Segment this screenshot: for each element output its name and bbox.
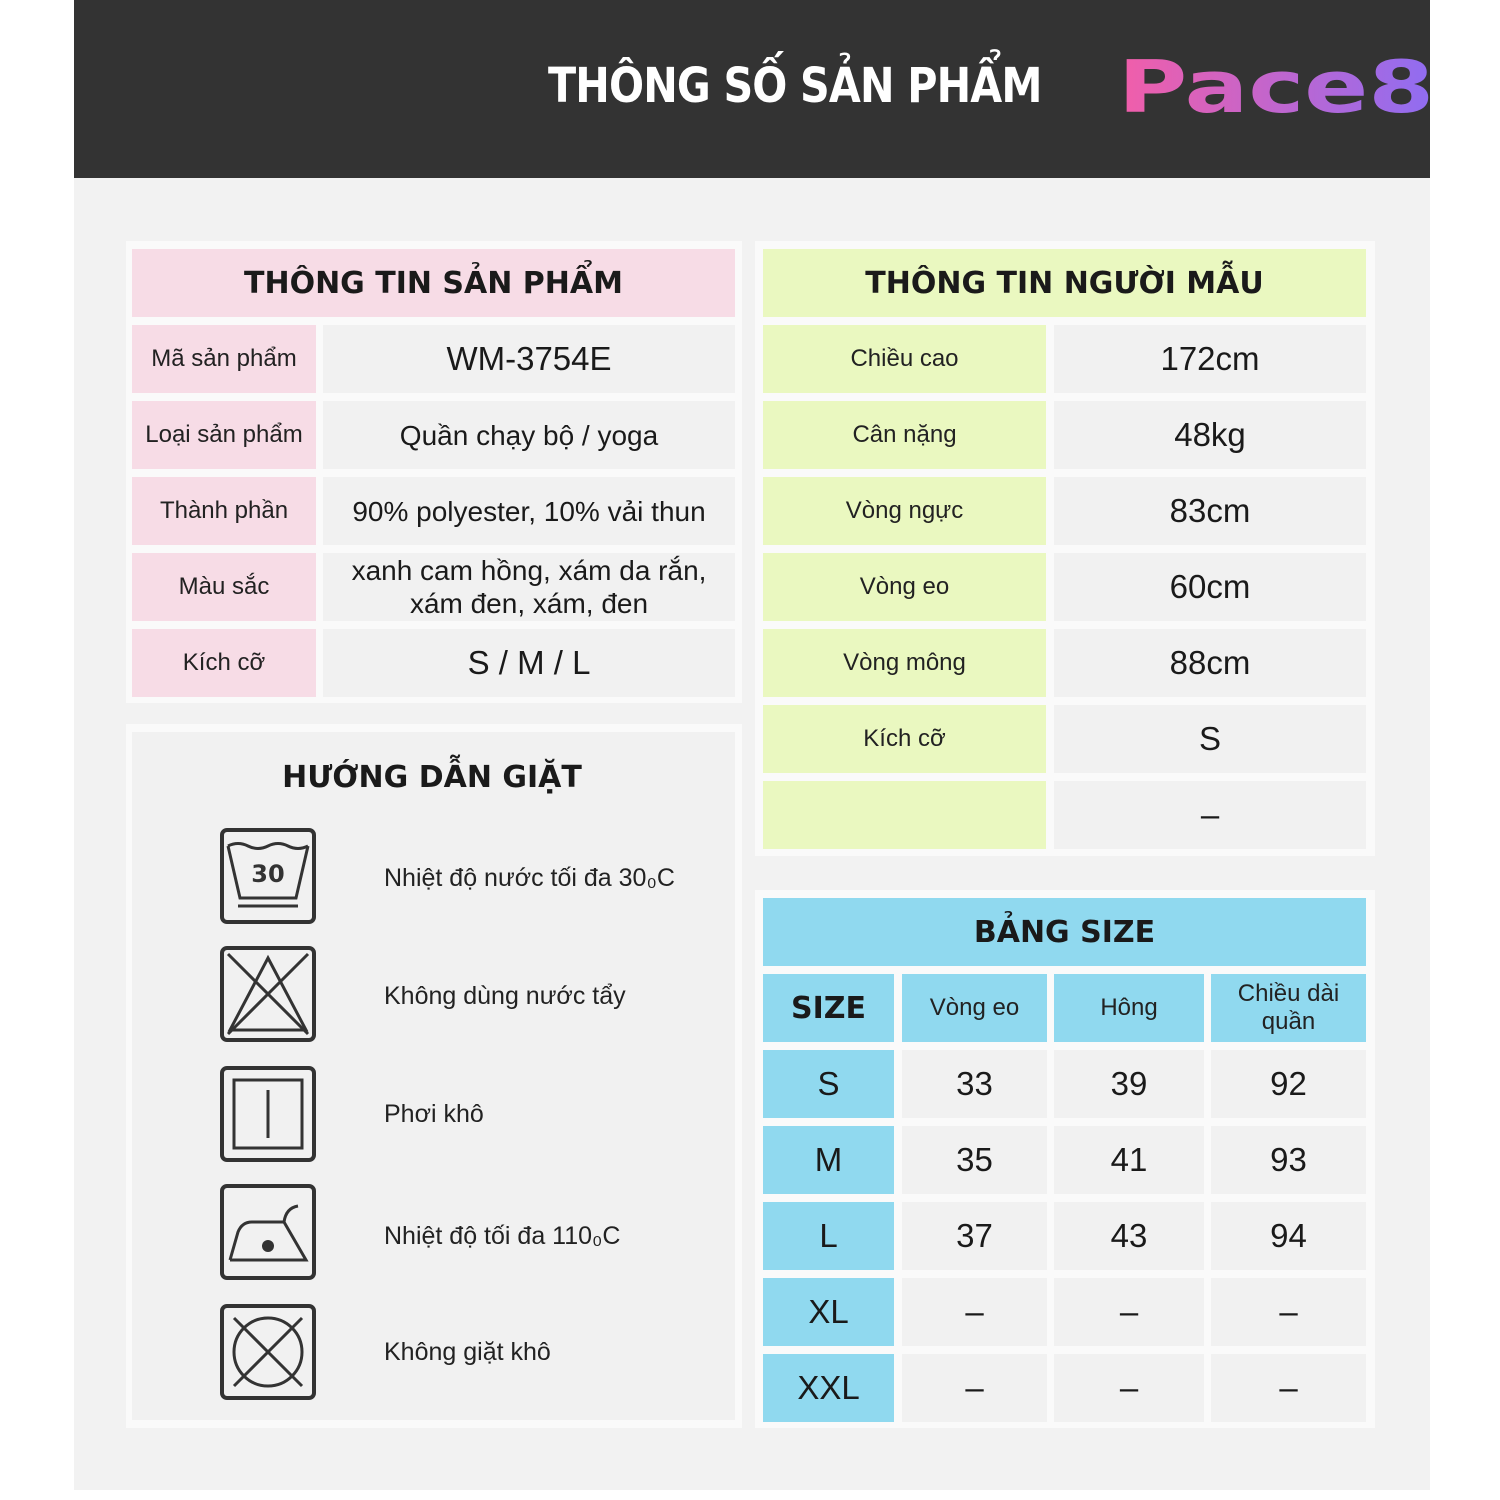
size-cell-waist: 35 [902,1126,1047,1194]
size-cell-hip: 39 [1054,1050,1204,1118]
product-label-type: Loại sản phẩm [132,401,316,469]
model-label-hip: Vòng mông [763,629,1046,697]
size-header-size: SIZE [763,974,894,1042]
size-header-hip: Hông [1054,974,1204,1042]
product-value-size: S / M / L [323,629,735,697]
product-info-title: THÔNG TIN SẢN PHẨM [132,249,735,317]
size-cell-waist: – [902,1278,1047,1346]
size-cell-length: 94 [1211,1202,1366,1270]
size-cell-length: 93 [1211,1126,1366,1194]
size-header-length-line2: quần [1261,1008,1316,1035]
model-info-title: THÔNG TIN NGƯỜI MẪU [763,249,1366,317]
model-value-weight: 48kg [1054,401,1366,469]
brand-logo [1118,48,1438,128]
model-value-waist: 60cm [1054,553,1366,621]
size-table-title: BẢNG SIZE [763,898,1366,966]
size-cell-length: – [1211,1354,1366,1422]
size-cell-hip: – [1054,1278,1204,1346]
model-value-chest: 83cm [1054,477,1366,545]
wash-text-iron: Nhiệt độ tối đa 110₀C [384,1222,621,1250]
no-bleach-icon [218,944,318,1044]
line-dry-icon [218,1064,318,1164]
product-value-material: 90% polyester, 10% vải thun [323,477,735,545]
no-dry-clean-icon [218,1302,318,1402]
product-value-color-line2: xám đen, xám, đen [409,588,649,619]
size-cell-length: – [1211,1278,1366,1346]
size-cell-hip: 41 [1054,1126,1204,1194]
iron-icon [218,1182,318,1282]
size-header-length [1211,974,1366,1042]
size-cell-waist: 33 [902,1050,1047,1118]
product-value-color [323,553,735,621]
size-cell-size: S [763,1050,894,1118]
logo-text: Pace8 [1118,48,1434,128]
product-value-code: WM-3754E [323,325,735,393]
product-label-material: Thành phần [132,477,316,545]
product-label-size: Kích cỡ [132,629,316,697]
size-header-length-line1: Chiều dài [1237,980,1340,1007]
size-cell-size: L [763,1202,894,1270]
model-label-chest: Vòng ngực [763,477,1046,545]
size-header-waist: Vòng eo [902,974,1047,1042]
model-label-size: Kích cỡ [763,705,1046,773]
model-label-height: Chiều cao [763,325,1046,393]
wash-30-icon [218,826,318,926]
model-value-height: 172cm [1054,325,1366,393]
size-cell-waist: 37 [902,1202,1047,1270]
model-label-empty [763,781,1046,849]
size-cell-size: XL [763,1278,894,1346]
wash-text-temperature: Nhiệt độ nước tối đa 30₀C [384,864,675,892]
size-cell-hip: 43 [1054,1202,1204,1270]
wash-title: HƯỚNG DẪN GIẶT [282,760,582,795]
product-value-type: Quần chạy bộ / yoga [323,401,735,469]
size-cell-waist: – [902,1354,1047,1422]
model-label-weight: Cân nặng [763,401,1046,469]
size-cell-length: 92 [1211,1050,1366,1118]
product-value-color-line1: xanh cam hồng, xám da rắn, [351,555,707,586]
size-cell-size: XXL [763,1354,894,1422]
product-label-code: Mã sản phẩm [132,325,316,393]
model-label-waist: Vòng eo [763,553,1046,621]
wash-text-bleach: Không dùng nước tẩy [384,982,626,1010]
model-value-empty: – [1054,781,1366,849]
page-title: THÔNG SỐ SẢN PHẨM [548,58,1042,114]
wash-temp-label: 30 [251,860,285,888]
model-value-size: S [1054,705,1366,773]
size-cell-hip: – [1054,1354,1204,1422]
model-value-hip: 88cm [1054,629,1366,697]
wash-text-dry: Phơi khô [384,1100,484,1128]
product-label-color: Màu sắc [132,553,316,621]
wash-text-dry-clean: Không giặt khô [384,1338,551,1366]
size-cell-size: M [763,1126,894,1194]
